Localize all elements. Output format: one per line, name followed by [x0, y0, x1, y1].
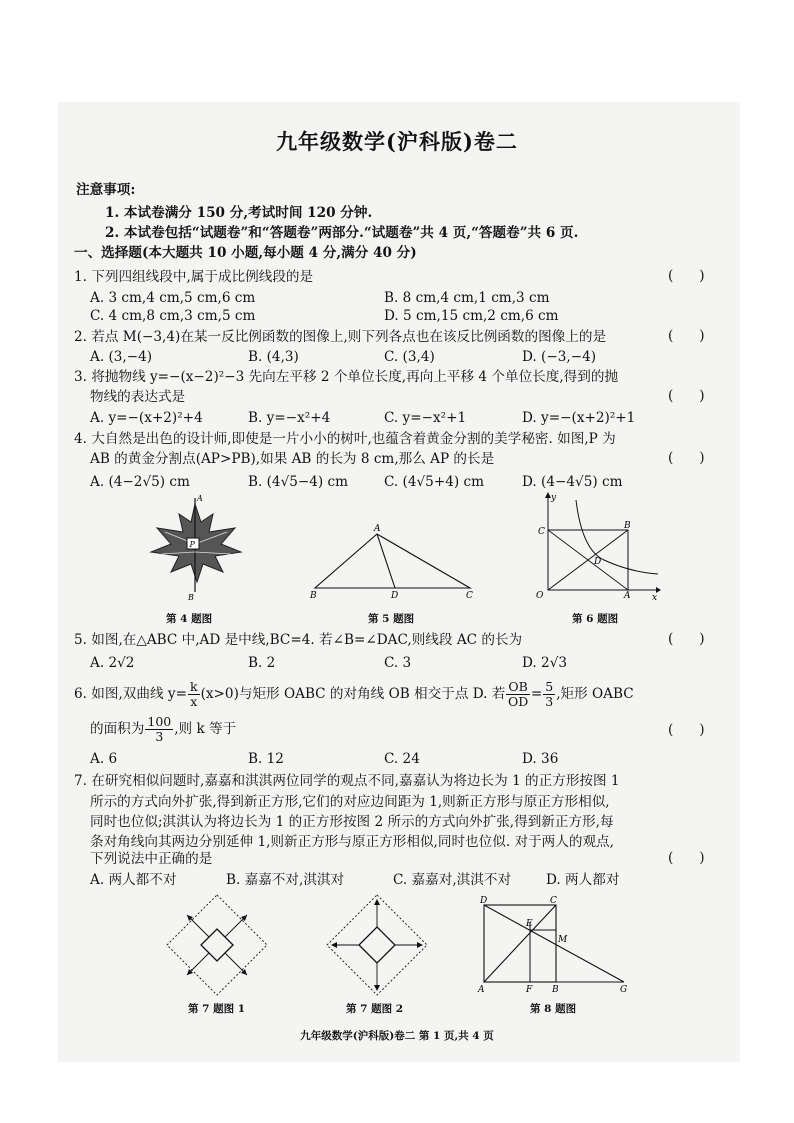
q6-stem-line1: [74, 677, 634, 711]
sq-label-c: C: [550, 896, 557, 906]
sq-label-d: D: [480, 896, 488, 906]
q1-option-d: D. 5 cm,15 cm,2 cm,6 cm: [384, 308, 559, 324]
notice-item-1: 1. 本试卷满分 150 分,考试时间 120 分钟.: [105, 205, 373, 221]
hyp-label-a: A: [624, 591, 631, 600]
q3-option-b: B. y=−x²+4: [248, 410, 331, 426]
hyp-label-c: C: [538, 527, 545, 537]
tri-label-c: C: [466, 591, 473, 600]
tri-label-d: D: [391, 591, 399, 600]
fig7-2-caption: 第 7 题图 2: [346, 1003, 404, 1015]
q6-part2: (x>0)与矩形 OABC 的对角线 OB 相交于点 D. 若: [200, 686, 506, 702]
page-title: 九年级数学(沪科版)卷二: [276, 129, 518, 154]
fig7-1-caption: 第 7 题图 1: [188, 1003, 246, 1015]
sq-label-e: E: [526, 919, 533, 929]
q1-stem: 1. 下列四组线段中,属于成比例线段的是: [74, 269, 314, 285]
sq-label-f: F: [526, 985, 533, 995]
q7-option-c: C. 嘉嘉对,淇淇不对: [393, 872, 512, 888]
q4-stem-line2: AB 的黄金分割点(AP>PB),如果 AB 的长为 8 cm,那么 AP 的长是: [90, 451, 495, 467]
q4-option-c: C. (4√5+4) cm: [384, 474, 484, 490]
notice-item-2: 2. 本试卷包括“试题卷”和“答题卷”两部分.“试题卷”共 4 页,“答题卷”共 6 页.: [105, 225, 579, 241]
q6-line2b: ,则 k 等于: [174, 721, 237, 737]
fig6-caption: 第 6 题图: [572, 613, 619, 625]
q6-line2a: 的面积为: [90, 721, 145, 737]
leaf-label-a: A: [197, 494, 203, 503]
q7-stem-line3: 同时也位似;淇淇认为将边长为 1 的正方形按图 2 所示的方式向外扩张,得到新正方形,每: [90, 814, 614, 830]
q3-option-c: C. y=−x²+1: [384, 410, 467, 426]
q6-frac-3: 3: [545, 694, 554, 709]
q4-answer-paren: ( ): [668, 450, 705, 466]
q6-frac-ob: OB: [508, 679, 528, 694]
q4-option-a: A. (4−2√5) cm: [90, 474, 190, 490]
q6-fraction-5-3: [543, 680, 555, 709]
q6-frac-100: 100: [147, 714, 172, 729]
q4-option-b: B. (4√5−4) cm: [248, 474, 349, 490]
q6-part1: 6. 如图,双曲线 y=: [74, 686, 187, 702]
q1-option-c: C. 4 cm,8 cm,3 cm,5 cm: [90, 308, 256, 324]
q3-option-a: A. y=−(x+2)²+4: [90, 410, 203, 426]
q7-option-b: B. 嘉嘉不对,淇淇对: [226, 872, 345, 888]
q5-option-c: C. 3: [384, 655, 412, 671]
q5-answer-paren: ( ): [668, 631, 705, 647]
q5-option-b: B. 2: [248, 655, 276, 671]
q3-stem-line1: 3. 将抛物线 y=−(x−2)²−3 先向左平移 2 个单位长度,再向上平移 4 个单位长度,得到的抛: [74, 369, 619, 385]
square-expand-figure-1: [165, 893, 269, 997]
q2-answer-paren: ( ): [668, 328, 705, 344]
q6-frac-od: OD: [507, 694, 529, 709]
q4-stem-line1: 4. 大自然是出色的设计师,即使是一片小小的树叶,也蕴含着黄金分割的美学秘密. 如图,P 为: [74, 431, 616, 447]
q7-stem-line1: 7. 在研究相似问题时,嘉嘉和淇淇两位同学的观点不同,嘉嘉认为将边长为 1 的正方形按图 1: [74, 773, 620, 789]
sq-label-g: G: [620, 985, 628, 995]
q7-option-a: A. 两人都不对: [90, 872, 177, 888]
section-heading: 一、选择题(本大题共 10 小题,每小题 4 分,满分 40 分): [74, 245, 417, 261]
fig5-caption: 第 5 题图: [368, 613, 415, 625]
hyp-label-b: B: [624, 521, 631, 531]
q2-stem: 2. 若点 M(−3,4)在某一反比例函数的图像上,则下列各点也在该反比例函数的图像上的是: [74, 329, 607, 345]
q5-stem: 5. 如图,在△ABC 中,AD 是中线,BC=4. 若∠B=∠DAC,则线段 AC 的长为: [74, 632, 523, 648]
triangle-figure: [305, 522, 480, 600]
q6-part3: ,矩形 OABC: [556, 686, 634, 702]
q7-stem-line2: 所示的方式向外扩张,得到新正方形,它们的对应边间距为 1,则新正方形与原正方形相似,: [90, 794, 610, 810]
q6-fraction-ob-od: [506, 680, 529, 709]
q2-option-d: D. (−3,−4): [522, 349, 597, 365]
sq-label-a: A: [478, 985, 485, 995]
sq-label-b: B: [552, 985, 559, 995]
q6-stem-line2: [90, 712, 236, 746]
q6-eq: =: [530, 686, 543, 702]
q6-fraction-100-3: [145, 715, 173, 744]
q6-frac-3b: 3: [155, 729, 164, 744]
q7-stem-line4: 条对角线向其两边分别延伸 1,则新正方形与原正方形相似,同时也位似. 对于两人的观点,: [90, 834, 614, 850]
leaf-label-p: P: [189, 540, 195, 549]
q1-option-a: A. 3 cm,4 cm,5 cm,6 cm: [90, 290, 256, 306]
q7-stem-line5: 下列说法中正确的是: [90, 851, 213, 867]
q2-option-b: B. (4,3): [248, 349, 299, 365]
q1-answer-paren: ( ): [668, 268, 705, 284]
q3-option-d: D. y=−(x+2)²+1: [522, 410, 636, 426]
square-triangle-figure: [472, 893, 640, 997]
q6-option-c: C. 24: [384, 751, 420, 767]
q6-frac-num: k: [189, 679, 198, 694]
fig4-caption: 第 4 题图: [166, 613, 213, 625]
q6-option-d: D. 36: [522, 751, 559, 767]
hyp-label-x: x: [652, 593, 658, 600]
q4-option-d: D. (4−4√5) cm: [522, 474, 623, 490]
q6-fraction-k-over-x: [188, 680, 200, 709]
q5-option-d: D. 2√3: [522, 655, 568, 671]
leaf-figure: [145, 492, 245, 604]
q6-option-a: A. 6: [90, 751, 118, 767]
q3-stem-line2: 物线的表达式是: [90, 389, 186, 405]
q2-option-c: C. (3,4): [384, 349, 435, 365]
q6-answer-paren: ( ): [668, 722, 705, 738]
q6-frac-5: 5: [545, 679, 554, 694]
leaf-label-b: B: [188, 593, 194, 602]
square-expand-figure-2: [325, 893, 429, 997]
tri-label-b: B: [310, 591, 317, 600]
q7-answer-paren: ( ): [668, 850, 705, 866]
q6-frac-den: x: [190, 694, 198, 709]
hyp-label-d: D: [594, 557, 602, 567]
hyp-label-o: O: [536, 591, 544, 600]
q7-option-d: D. 两人都对: [546, 872, 620, 888]
page-footer: 九年级数学(沪科版)卷二 第 1 页,共 4 页: [300, 1030, 494, 1042]
q6-option-b: B. 12: [248, 751, 284, 767]
notice-heading: 注意事项:: [76, 182, 136, 198]
fig8-caption: 第 8 题图: [530, 1003, 577, 1015]
q3-answer-paren: ( ): [668, 388, 705, 404]
q1-option-b: B. 8 cm,4 cm,1 cm,3 cm: [384, 290, 550, 306]
q5-option-a: A. 2√2: [90, 655, 135, 671]
hyp-label-y: y: [551, 493, 557, 503]
tri-label-a: A: [374, 524, 381, 534]
q2-option-a: A. (3,−4): [90, 349, 153, 365]
hyperbola-figure: [534, 490, 664, 600]
sq-label-m: M: [558, 935, 568, 945]
